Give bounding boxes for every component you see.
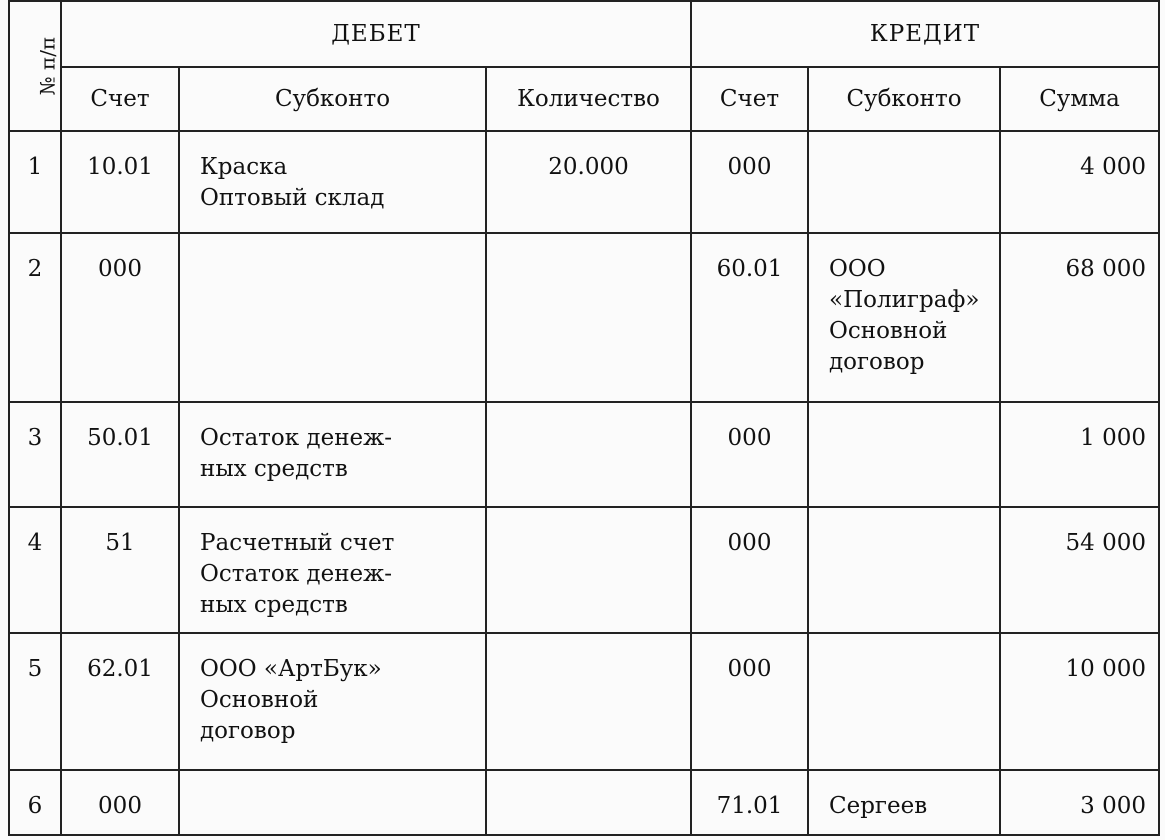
- debit-subconto-cell-line: Расчетный счет: [200, 530, 395, 557]
- credit-subconto-cell-line: Основной: [829, 317, 948, 344]
- debit-subconto-cell: [179, 233, 486, 402]
- debit-subconto-cell: [179, 770, 486, 835]
- debit-subconto-header: Субконто: [179, 67, 486, 131]
- debit-account-cell: 50.01: [61, 402, 179, 508]
- debit-account-cell: 000: [61, 770, 179, 835]
- header-sub-row: [9, 67, 1159, 131]
- credit-account-cell: 71.01: [691, 770, 808, 835]
- credit-subconto-header: Субконто: [808, 67, 1000, 131]
- sum-cell: 68 000: [1000, 233, 1159, 402]
- credit-subconto-cell-line: договор: [829, 348, 925, 375]
- sum-cell: 1 000: [1000, 402, 1159, 508]
- table-row: [9, 507, 1159, 632]
- number-header: [9, 1, 61, 131]
- quantity-cell: [486, 633, 691, 770]
- credit-account-cell: 60.01: [691, 233, 808, 402]
- credit-subconto-cell: [808, 233, 1000, 402]
- credit-subconto-cell-line: ООО: [829, 255, 886, 282]
- debit-subconto-cell-line: Остаток денеж-: [200, 424, 393, 451]
- number-header-label: № п/п: [35, 36, 60, 96]
- row-number: 2: [9, 233, 61, 402]
- credit-account-header: Счет: [691, 67, 808, 131]
- debit-header: ДЕБЕТ: [61, 1, 691, 67]
- row-number: 3: [9, 402, 61, 508]
- ledger-body: [9, 131, 1159, 835]
- table-row: [9, 402, 1159, 508]
- credit-subconto-cell: [808, 402, 1000, 508]
- quantity-cell: 20.000: [486, 131, 691, 233]
- table-row: [9, 770, 1159, 835]
- debit-subconto-cell: [179, 402, 486, 508]
- credit-account-cell: 000: [691, 633, 808, 770]
- debit-account-cell: 000: [61, 233, 179, 402]
- credit-subconto-cell-line: «Полиграф»: [829, 286, 980, 313]
- table-row: [9, 233, 1159, 402]
- quantity-cell: [486, 233, 691, 402]
- credit-account-cell: 000: [691, 507, 808, 632]
- credit-account-cell: 000: [691, 131, 808, 233]
- debit-account-cell: 51: [61, 507, 179, 632]
- credit-account-cell: 000: [691, 402, 808, 508]
- row-number: 1: [9, 131, 61, 233]
- row-number: 4: [9, 507, 61, 632]
- quantity-cell: [486, 402, 691, 508]
- debit-subconto-cell: [179, 633, 486, 770]
- row-number: 5: [9, 633, 61, 770]
- credit-subconto-cell-line: Сергеев: [829, 792, 928, 819]
- row-number: 6: [9, 770, 61, 835]
- table-row: [9, 633, 1159, 770]
- sum-cell: 10 000: [1000, 633, 1159, 770]
- sum-header: Сумма: [1000, 67, 1159, 131]
- debit-subconto-cell: [179, 131, 486, 233]
- credit-subconto-cell: [808, 633, 1000, 770]
- credit-subconto-cell: [808, 131, 1000, 233]
- debit-subconto-cell-line: Оптовый склад: [200, 185, 385, 211]
- sum-cell: 3 000: [1000, 770, 1159, 835]
- quantity-cell: [486, 507, 691, 632]
- sum-cell: 4 000: [1000, 131, 1159, 233]
- debit-account-header: Счет: [61, 67, 179, 131]
- debit-account-cell: 62.01: [61, 633, 179, 770]
- debit-account-cell: 10.01: [61, 131, 179, 233]
- debit-subconto-cell-line: Краска: [200, 154, 288, 180]
- credit-subconto-cell: [808, 770, 1000, 835]
- quantity-header: Количество: [486, 67, 691, 131]
- debit-subconto-cell-line: ООО «АртБук»: [200, 655, 382, 682]
- table-row: [9, 131, 1159, 233]
- debit-subconto-cell-line: ных средств: [200, 455, 348, 482]
- sum-cell: 54 000: [1000, 507, 1159, 632]
- debit-subconto-cell: [179, 507, 486, 632]
- ledger-table: [8, 0, 1160, 836]
- debit-subconto-cell-line: Основной: [200, 686, 319, 713]
- credit-header: КРЕДИТ: [691, 1, 1159, 67]
- debit-subconto-cell-line: договор: [200, 717, 296, 744]
- header-group-row: [9, 1, 1159, 67]
- credit-subconto-cell: [808, 507, 1000, 632]
- quantity-cell: [486, 770, 691, 835]
- debit-subconto-cell-line: Остаток денеж-: [200, 561, 393, 588]
- debit-subconto-cell-line: ных средств: [200, 592, 348, 619]
